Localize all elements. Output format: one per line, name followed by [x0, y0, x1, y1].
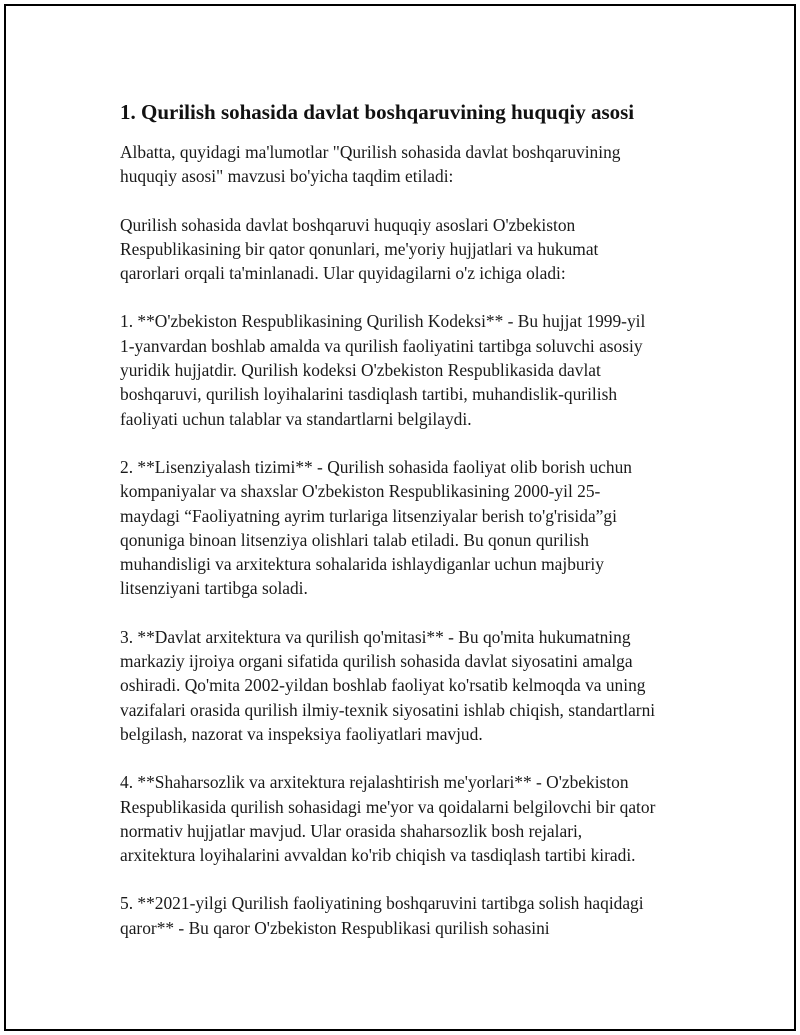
- list-item-4: 4. **Shaharsozlik va arxitektura rejalashtirish me'yorlari** - O'zbekiston Respublikasida qurilish sohasidagi me'yor va qoidalarni belgilovchi bir qator normativ hujjatlar mavjud. Ular orasida shaharsozlik bosh rejalari, arxitektura loyihalarini avvaldan ko'rib chiqish va tasdiqlash tartibi kiradi.: [120, 772, 656, 866]
- list-item-5: 5. **2021-yilgi Qurilish faoliyatining boshqaruvini tartibga solish haqidagi qaror** - Bu qaror O'zbekiston Respublikasi qurilish sohasini: [120, 893, 644, 938]
- list-item-3: 3. **Davlat arxitektura va qurilish qo'mitasi** - Bu qo'mita hukumatning markaziy ijroiya organi sifatida qurilish sohasida davlat siyosatini amalga oshiradi. Qo'mita 2002-yildan boshlab faoliyat ko'rsatib kelmoqda va uning vazifalari orasida qurilish ilmiy-texnik siyosatini ishlab chiqish, standartlarni belgilash, nazorat va inspeksiya faoliyatlari mavjud.: [120, 626, 656, 744]
- paragraph-intro: Albatta, quyidagi ma'lumotlar "Qurilish sohasida davlat boshqaruvining huquqiy asosi" mavzusi bo'yicha taqdim etiladi:: [120, 142, 621, 187]
- list-item-1: 1. **O'zbekiston Respublikasining Qurilish Kodeksi** - Bu hujjat 1999-yil 1-yanvardan boshlab amalda va qurilish faoliyatini tartibga soluvchi asosiy yuridik hujjatdir. Qurilish kodeksi O'zbekiston Respublikasida davlat boshqaruvi, qurilish loyihalarini tasdiqlash tartibi, muhandislik-qurilish faoliyati uchun talablar va standartlarni belgilaydi.: [120, 311, 646, 429]
- document-body: [120, 98, 700, 964]
- list-item-2: 2. **Lisenziyalash tizimi** - Qurilish sohasida faoliyat olib borish uchun kompaniyalar va shaxslar O'zbekiston Respublikasining 2000-yil 25- maydagi “Faoliyatning ayrim turlariga litsenziyalar berish to'g'risida”gi qonuniga binoan litsenziya olishlari talab etiladi. Bu qonun qurilish muhandisligi va arxitektura sohalarida ishlaydiganlar uchun majburiy litsenziyani tartibga soladi.: [120, 456, 632, 599]
- paragraph-overview: Qurilish sohasida davlat boshqaruvi huquqiy asoslari O'zbekiston Respublikasining bir qator qonunlari, me'yoriy hujjatlari va hukumat qarorlari orqali ta'minlanadi. Ular quyidagilarni o'z ichiga oladi:: [120, 214, 599, 284]
- document-title: 1. Qurilish sohasida davlat boshqaruvining huquqiy asosi: [120, 100, 635, 124]
- page-frame: [4, 4, 796, 1031]
